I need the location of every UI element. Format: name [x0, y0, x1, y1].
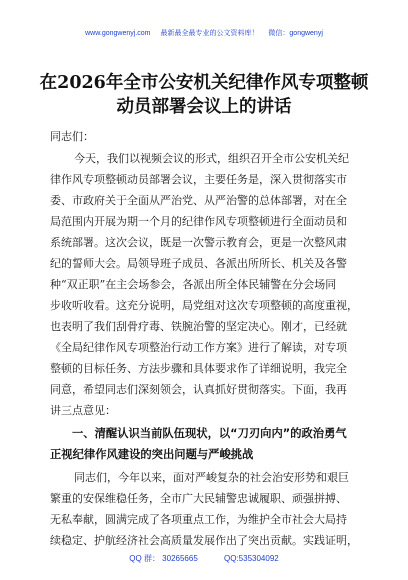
- section-1-heading: 正视纪律作风建设的突出问题与严峻挑战: [50, 448, 254, 461]
- paragraph-2-line: 繁重的安保维稳任务，全市广大民辅警忠诚履职、顽强拼搏、: [50, 492, 347, 505]
- document-title-line-1: 在2026年全市公安机关纪律作风专项整顿: [39, 73, 369, 93]
- paragraph-1-line: 纪的誓师大会。局领导班子成员、各派出所所长、机关及各警: [50, 257, 347, 270]
- paragraph-1-line: 整顿的目标任务、方法步骤和具体要求作了详细说明，我完全: [50, 362, 347, 375]
- paragraph-1-line: 《全局纪律作风专项整治行动工作方案》进行了解读，对专项: [50, 341, 347, 354]
- paragraph-2-line: 同志们，今年以来，面对严峻复杂的社会治安形势和艰巨: [74, 471, 349, 484]
- paragraph-1-line: 局范围内开展为期一个月的纪律作风专项整顿进行全面动员和: [50, 215, 347, 228]
- paragraph-2-line: 续稳定、护航经济社会高质量发展作出了突出贡献。实践证明，: [50, 534, 358, 547]
- paragraph-2-line: 无私奉献，圆满完成了各项重点工作，为维护全市社会大局持: [50, 513, 347, 526]
- salutation: 同志们：: [50, 130, 94, 143]
- paragraph-1-line: 讲三点意见：: [50, 404, 116, 417]
- paragraph-1-line: 委、市政府关于全面从严治党、从严治警的总体部署，对在全: [50, 194, 347, 207]
- paragraph-1-line: 律作风专项整顿动员部署会议，主要任务是，深入贯彻落实市: [50, 173, 347, 186]
- qq-group-number: QQ 群： 30265665: [129, 554, 198, 563]
- paragraph-1-line: 今天，我们以视频会议的形式，组织召开全市公安机关纪: [74, 152, 349, 165]
- section-1-heading: 一、清醒认识当前队伍现状，以“刀刃向内”的政治勇气: [72, 427, 347, 440]
- wechat-id: 微信：gongwenyj: [268, 30, 323, 37]
- site-banner: [0, 28, 408, 38]
- paragraph-1-line: 也表明了我们刮骨疗毒、铁腕治警的坚定决心。刚才，已经就: [50, 320, 347, 333]
- paragraph-1-line: 系统部署。这次会议，既是一次警示教育会，更是一次整风肃: [50, 236, 347, 249]
- contact-footer: [0, 553, 408, 564]
- site-tagline: 最新最全最专业的公文资料库！: [160, 30, 259, 37]
- paragraph-1-line: 同意，希望同志们深刻领会，认真抓好贯彻落实。下面，我再: [50, 383, 347, 396]
- site-url-link[interactable]: www.gongwenyj.com: [85, 30, 151, 37]
- document-title-line-2: 动员部署会议上的讲话: [116, 97, 292, 117]
- qq-contact-number: QQ:535304092: [224, 554, 279, 563]
- paragraph-1-line: 步收听收看。这充分说明，局党组对这次专项整顿的高度重视，: [50, 299, 358, 312]
- paragraph-1-line: 种“双正职”在主会场参会，各派出所全体民辅警在分会场同: [50, 278, 337, 291]
